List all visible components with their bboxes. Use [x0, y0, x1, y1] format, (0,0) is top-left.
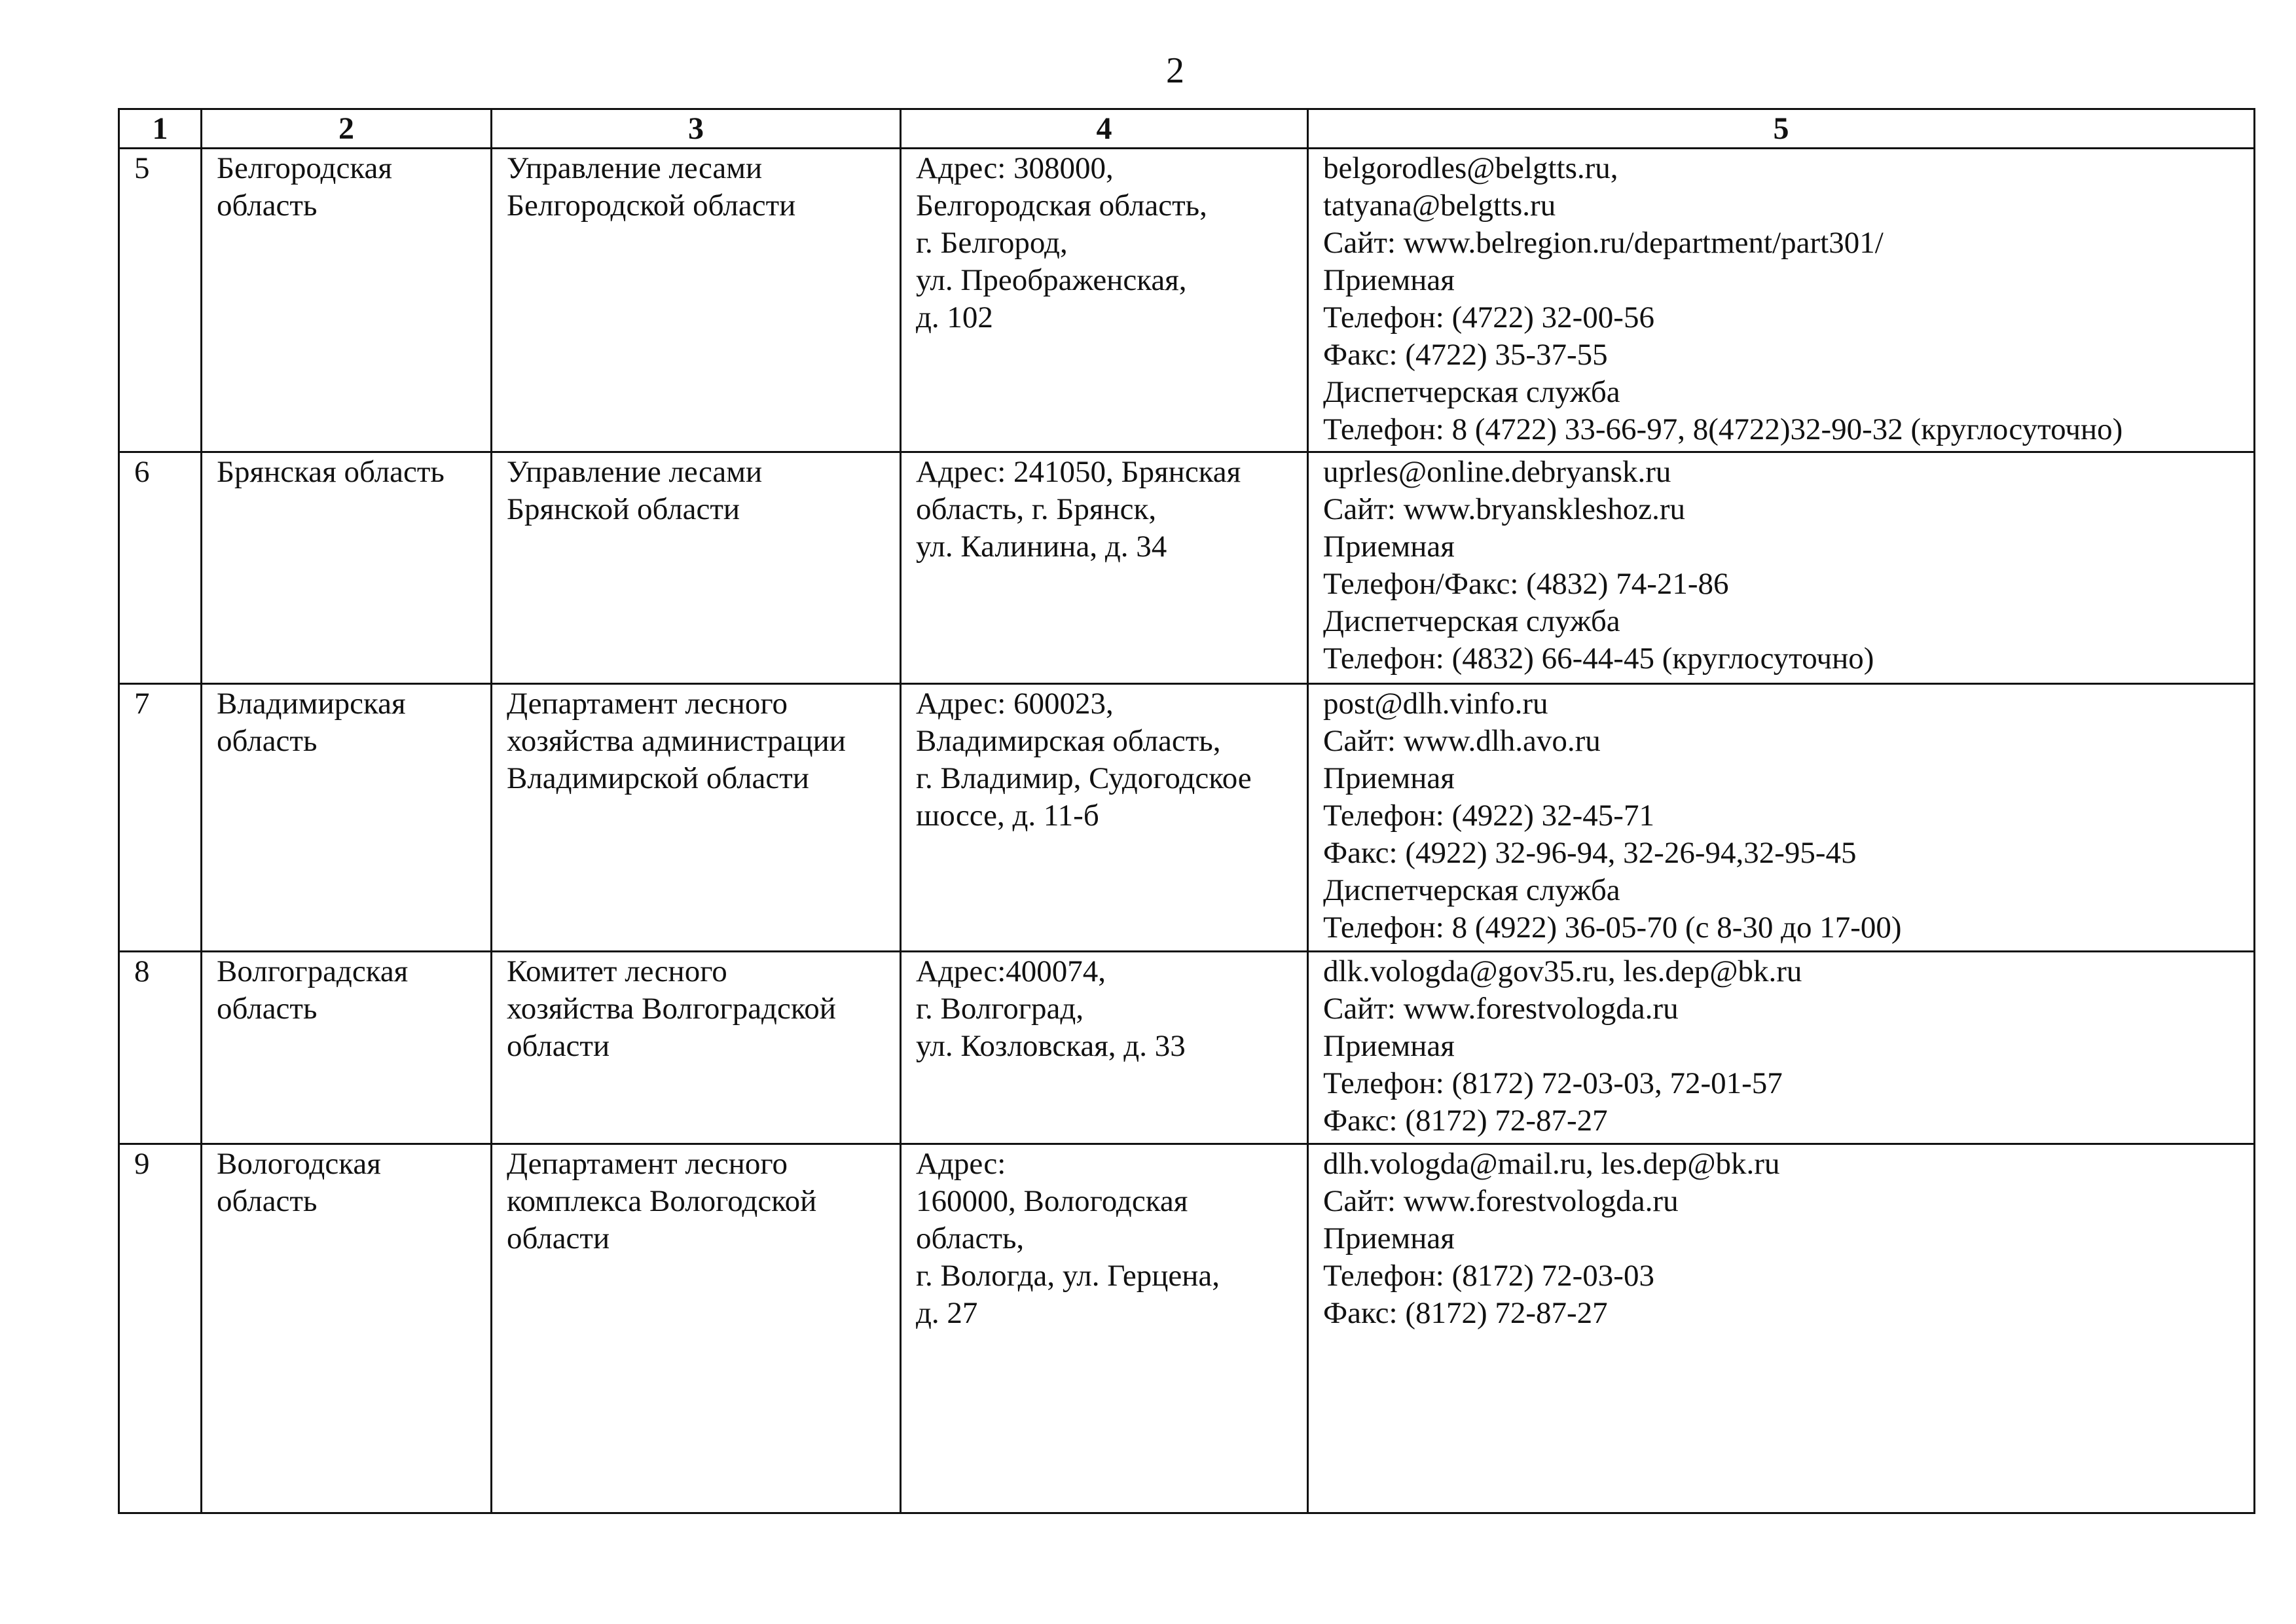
organization-line: Департамент лесного [507, 1147, 788, 1181]
address-line: Адрес: 241050, Брянская [916, 455, 1241, 489]
address-line: Белгородская область, [916, 189, 1207, 223]
organization-line: Комитет лесного [507, 954, 727, 988]
contact-line: Телефон: (4832) 66-44-45 (круглосуточно) [1323, 641, 1874, 676]
contact-line: Телефон/Факс: (4832) 74-21-86 [1323, 567, 1729, 601]
organization-line: Владимирской области [507, 761, 809, 795]
contact-line: Приемная [1323, 530, 1455, 564]
column-header-4: 4 [901, 109, 1308, 149]
contact-line: Сайт: www.bryanskleshoz.ru [1323, 492, 1686, 526]
address-line: Владимирская область, [916, 724, 1221, 758]
address-line: г. Вологда, ул. Герцена, [916, 1259, 1220, 1293]
address-line: г. Владимир, Судогодское [916, 761, 1252, 795]
region-line: область [217, 189, 318, 223]
contact-line: Сайт: www.forestvologda.ru [1323, 992, 1679, 1026]
address-line: ул. Козловская, д. 33 [916, 1029, 1186, 1063]
contacts-cell [1308, 952, 2255, 1144]
region-line: Белгородская [217, 151, 392, 185]
table-row [119, 952, 2255, 1144]
contact-line: Приемная [1323, 263, 1455, 297]
organization-cell [492, 684, 901, 952]
contact-line: Телефон: (8172) 72-03-03, 72-01-57 [1323, 1066, 1783, 1100]
region-line: область [217, 992, 318, 1026]
region-line: Брянская область [217, 455, 445, 489]
region-cell [202, 952, 492, 1144]
contact-line: Диспетчерская служба [1323, 604, 1620, 638]
address-line: Адрес:400074, [916, 954, 1106, 988]
region-line: область [217, 1184, 318, 1218]
address-line: область, г. Брянск, [916, 492, 1157, 526]
row-number: 6 [119, 452, 202, 684]
table-row [119, 684, 2255, 952]
contacts-cell [1308, 149, 2255, 452]
address-line: д. 102 [916, 300, 993, 334]
address-line: 160000, Вологодская [916, 1184, 1188, 1218]
table-row [119, 452, 2255, 684]
address-cell [901, 149, 1308, 452]
organization-line: хозяйства Волгоградской [507, 992, 836, 1026]
organization-line: хозяйства администрации [507, 724, 846, 758]
region-cell [202, 1144, 492, 1513]
organization-line: Брянской области [507, 492, 740, 526]
organization-line: Белгородской области [507, 189, 796, 223]
organization-line: Управление лесами [507, 151, 763, 185]
address-cell [901, 452, 1308, 684]
contact-line: dlh.vologda@mail.ru, les.dep@bk.ru [1323, 1147, 1780, 1181]
table-row [119, 149, 2255, 452]
address-line: д. 27 [916, 1296, 978, 1330]
contact-line: Телефон: (4722) 32-00-56 [1323, 300, 1654, 334]
organization-line: Департамент лесного [507, 687, 788, 721]
address-line: область, [916, 1221, 1025, 1255]
contact-line: Факс: (4722) 35-37-55 [1323, 338, 1608, 372]
contact-line: Сайт: www.dlh.avo.ru [1323, 724, 1601, 758]
region-cell [202, 452, 492, 684]
row-number: 7 [119, 684, 202, 952]
row-number: 5 [119, 149, 202, 452]
contacts-table [118, 108, 2255, 1514]
column-header-2: 2 [202, 109, 492, 149]
contact-line: post@dlh.vinfo.ru [1323, 687, 1548, 721]
organization-cell [492, 149, 901, 452]
contact-line: Факс: (8172) 72-87-27 [1323, 1104, 1608, 1138]
organization-line: области [507, 1221, 610, 1255]
address-line: ул. Калинина, д. 34 [916, 530, 1167, 564]
contact-line: Сайт: www.forestvologda.ru [1323, 1184, 1679, 1218]
region-cell [202, 149, 492, 452]
address-line: г. Волгоград, [916, 992, 1084, 1026]
contact-line: Телефон: (8172) 72-03-03 [1323, 1259, 1654, 1293]
column-header-3: 3 [492, 109, 901, 149]
address-line: Адрес: [916, 1147, 1006, 1181]
contact-line: Приемная [1323, 1221, 1455, 1255]
region-line: Вологодская [217, 1147, 381, 1181]
organization-cell [492, 452, 901, 684]
contact-line: dlk.vologda@gov35.ru, les.dep@bk.ru [1323, 954, 1802, 988]
region-line: Волгоградская [217, 954, 409, 988]
organization-cell [492, 952, 901, 1144]
address-line: Адрес: 600023, [916, 687, 1114, 721]
organization-line: комплекса Вологодской [507, 1184, 817, 1218]
column-header-5: 5 [1308, 109, 2255, 149]
contacts-cell [1308, 1144, 2255, 1513]
contact-line: Приемная [1323, 761, 1455, 795]
region-line: Владимирская [217, 687, 406, 721]
contact-line: Диспетчерская служба [1323, 873, 1620, 907]
page-number: 2 [1166, 50, 1184, 91]
contacts-cell [1308, 452, 2255, 684]
contacts-cell [1308, 684, 2255, 952]
contact-line: belgorodles@belgtts.ru, [1323, 151, 1618, 185]
contact-line: uprles@online.debryansk.ru [1323, 455, 1671, 489]
contact-line: Телефон: 8 (4922) 36-05-70 (с 8-30 до 17-00) [1323, 911, 1902, 945]
organization-line: области [507, 1029, 610, 1063]
address-line: шоссе, д. 11-б [916, 799, 1099, 833]
region-cell [202, 684, 492, 952]
address-cell [901, 684, 1308, 952]
address-line: г. Белгород, [916, 226, 1068, 260]
column-header-1: 1 [119, 109, 202, 149]
contact-line: Телефон: (4922) 32-45-71 [1323, 799, 1654, 833]
address-cell [901, 1144, 1308, 1513]
region-line: область [217, 724, 318, 758]
contact-line: Факс: (8172) 72-87-27 [1323, 1296, 1608, 1330]
contact-line: Приемная [1323, 1029, 1455, 1063]
contact-line: Факс: (4922) 32-96-94, 32-26-94,32-95-45 [1323, 836, 1857, 870]
address-line: ул. Преображенская, [916, 263, 1187, 297]
organization-cell [492, 1144, 901, 1513]
row-number: 9 [119, 1144, 202, 1513]
row-number: 8 [119, 952, 202, 1144]
table-row [119, 1144, 2255, 1513]
contact-line: Сайт: www.belregion.ru/department/part301/ [1323, 226, 1884, 260]
contact-line: Телефон: 8 (4722) 33-66-97, 8(4722)32-90-32 (круглосуточно) [1323, 412, 2123, 446]
header-row [119, 109, 2255, 149]
address-cell [901, 952, 1308, 1144]
address-line: Адрес: 308000, [916, 151, 1114, 185]
contact-line: Диспетчерская служба [1323, 375, 1620, 409]
contact-line: tatyana@belgtts.ru [1323, 189, 1556, 223]
organization-line: Управление лесами [507, 455, 763, 489]
